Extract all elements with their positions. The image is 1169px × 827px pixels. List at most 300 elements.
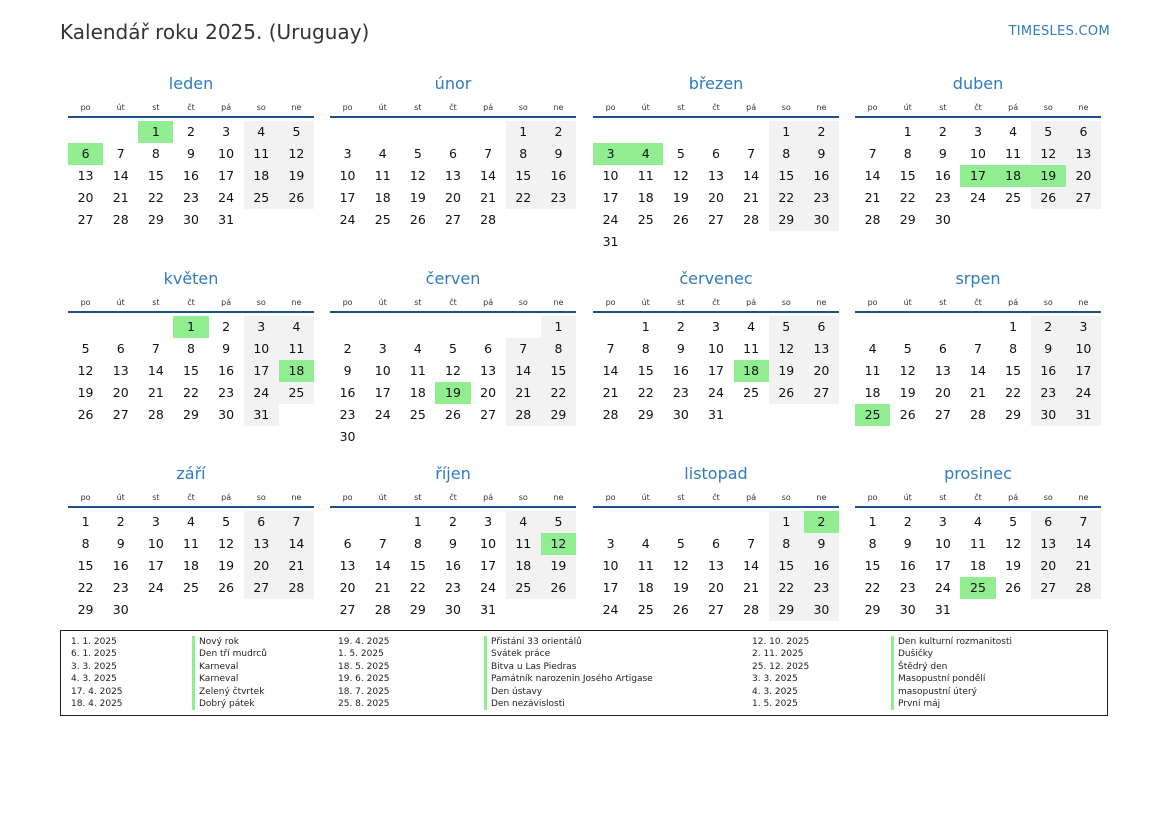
weekday-label: ne bbox=[816, 103, 827, 112]
weekday-header bbox=[855, 99, 1101, 118]
day-cell: 9 bbox=[343, 363, 352, 378]
day-cell: 3 bbox=[378, 341, 387, 356]
day-cell: 22 bbox=[899, 190, 916, 205]
day-cell-empty bbox=[925, 316, 960, 338]
week-row bbox=[68, 555, 314, 577]
day-cell: 27 bbox=[339, 602, 356, 617]
weekday-label: ne bbox=[816, 298, 827, 307]
weekday-label: po bbox=[342, 298, 353, 307]
day-cell-weekend: 30 bbox=[804, 599, 839, 621]
day-cell-weekend: 22 bbox=[506, 187, 541, 209]
day-cell: 30 bbox=[112, 602, 129, 617]
day-cell: 8 bbox=[868, 536, 877, 551]
day-cell: 6 bbox=[712, 146, 720, 161]
week-row bbox=[68, 533, 314, 555]
week-row bbox=[855, 382, 1101, 404]
week-row bbox=[855, 599, 1101, 621]
weekday-label: út bbox=[378, 298, 387, 307]
week-row bbox=[593, 143, 839, 165]
day-cell: 21 bbox=[743, 190, 760, 205]
day-cell: 18 bbox=[864, 385, 881, 400]
day-cell: 31 bbox=[480, 602, 497, 617]
day-cell-empty bbox=[1031, 209, 1066, 231]
day-cell: 3 bbox=[712, 319, 720, 334]
day-cell-weekend: 6 bbox=[1066, 121, 1101, 143]
day-cell: 17 bbox=[708, 363, 724, 378]
day-cell: 26 bbox=[672, 212, 689, 227]
weekday-label: st bbox=[152, 298, 160, 307]
legend-holiday-name: Bitva u Las Piedras bbox=[484, 661, 576, 673]
weekday-label: čt bbox=[187, 493, 195, 502]
day-cell-weekend: 12 bbox=[279, 143, 314, 165]
day-cell: 24 bbox=[934, 580, 951, 595]
month-10 bbox=[330, 462, 576, 621]
day-cell-weekend: 26 bbox=[1031, 187, 1066, 209]
week-row bbox=[68, 382, 314, 404]
holiday-legend bbox=[60, 630, 1108, 716]
day-cell: 8 bbox=[413, 536, 422, 551]
weekday-label: út bbox=[116, 298, 125, 307]
day-cell: 6 bbox=[484, 341, 493, 356]
day-cell-weekend: 21 bbox=[506, 382, 541, 404]
day-cell: 12 bbox=[672, 168, 689, 183]
weekday-label: st bbox=[939, 493, 947, 502]
day-cell-empty bbox=[960, 209, 995, 231]
day-cell: 10 bbox=[602, 558, 619, 573]
day-cell: 20 bbox=[445, 190, 461, 205]
day-cell-weekend: 28 bbox=[279, 577, 314, 599]
day-cell-empty bbox=[769, 404, 804, 426]
week-row bbox=[330, 209, 576, 231]
weekday-label: ne bbox=[291, 103, 302, 112]
weekday-label: so bbox=[518, 493, 528, 502]
legend-date: 17. 4. 2025 bbox=[71, 686, 123, 697]
month-name: červenec bbox=[679, 269, 753, 288]
day-cell: 4 bbox=[974, 514, 982, 529]
day-cell: 13 bbox=[77, 168, 94, 183]
day-cell-weekend: 29 bbox=[769, 599, 804, 621]
day-cell: 21 bbox=[743, 580, 760, 595]
week-row bbox=[593, 382, 839, 404]
day-cell: 2 bbox=[116, 514, 125, 529]
day-cell-weekend: 6 bbox=[804, 316, 839, 338]
day-cell-weekend: 26 bbox=[769, 382, 804, 404]
week-row bbox=[330, 121, 576, 143]
day-cell: 3 bbox=[484, 514, 493, 529]
day-cell-weekend: 30 bbox=[1031, 404, 1066, 426]
day-cell: 27 bbox=[480, 407, 497, 422]
day-cell: 17 bbox=[339, 190, 356, 205]
day-cell: 15 bbox=[637, 363, 654, 378]
day-cell-empty bbox=[330, 511, 365, 533]
day-cell-weekend: 7 bbox=[279, 511, 314, 533]
day-cell-weekend: 19 bbox=[769, 360, 804, 382]
weekday-label: út bbox=[641, 493, 650, 502]
day-cell: 13 bbox=[339, 558, 356, 573]
day-cell-empty bbox=[68, 316, 103, 338]
weekday-label: so bbox=[256, 103, 266, 112]
day-cell-empty bbox=[330, 316, 365, 338]
day-cell-weekend: 19 bbox=[541, 555, 576, 577]
day-cell: 17 bbox=[602, 190, 619, 205]
day-cell: 16 bbox=[672, 363, 689, 378]
day-cell-weekend: 8 bbox=[769, 533, 804, 555]
month-2 bbox=[330, 72, 576, 231]
day-cell-weekend: 27 bbox=[1031, 577, 1066, 599]
weekday-label: st bbox=[414, 298, 422, 307]
day-cell: 10 bbox=[934, 536, 951, 551]
month-9 bbox=[68, 462, 314, 621]
week-row bbox=[855, 165, 1101, 187]
day-cell-weekend: 3 bbox=[244, 316, 279, 338]
day-cell-empty bbox=[365, 121, 400, 143]
day-cell: 7 bbox=[747, 536, 756, 551]
week-row bbox=[593, 360, 839, 382]
day-cell-weekend: 1 bbox=[506, 121, 541, 143]
day-cell-weekend: 4 bbox=[506, 511, 541, 533]
weekday-label: so bbox=[1043, 103, 1053, 112]
day-cell: 3 bbox=[343, 146, 352, 161]
day-cell-empty bbox=[593, 511, 628, 533]
weekday-label: út bbox=[378, 103, 387, 112]
day-cell: 30 bbox=[339, 429, 356, 444]
week-row bbox=[330, 316, 576, 338]
weekday-label: čt bbox=[449, 103, 457, 112]
weekday-label: čt bbox=[187, 298, 195, 307]
day-cell: 29 bbox=[183, 407, 199, 422]
day-cell-weekend: 29 bbox=[769, 209, 804, 231]
day-cell: 28 bbox=[147, 407, 164, 422]
day-cell-empty bbox=[138, 599, 173, 621]
day-cell: 13 bbox=[112, 363, 129, 378]
day-cell: 2 bbox=[343, 341, 352, 356]
day-cell: 5 bbox=[222, 514, 231, 529]
day-cell: 29 bbox=[899, 212, 916, 227]
day-cell-empty bbox=[1066, 209, 1101, 231]
day-cell: 12 bbox=[77, 363, 94, 378]
weekday-label: so bbox=[781, 298, 791, 307]
weekday-label: pá bbox=[221, 103, 232, 112]
legend-holiday-name: Karneval bbox=[192, 661, 238, 673]
day-cell-empty bbox=[734, 404, 769, 426]
legend-holiday-name: Zelený čtvrtek bbox=[192, 686, 264, 698]
day-cell-holiday: 18 bbox=[996, 165, 1031, 187]
day-cell-weekend: 30 bbox=[804, 209, 839, 231]
weekday-label: čt bbox=[187, 103, 195, 112]
legend-date: 19. 4. 2025 bbox=[338, 637, 390, 647]
day-cell: 21 bbox=[374, 580, 391, 595]
day-cell-weekend: 16 bbox=[541, 165, 576, 187]
day-cell-weekend: 6 bbox=[1031, 511, 1066, 533]
day-cell-empty bbox=[365, 511, 400, 533]
day-cell-empty bbox=[855, 121, 890, 143]
day-cell: 23 bbox=[672, 385, 689, 400]
day-cell: 18 bbox=[637, 190, 654, 205]
weekday-label: ne bbox=[816, 493, 827, 502]
day-cell: 10 bbox=[147, 536, 164, 551]
day-cell: 29 bbox=[864, 602, 881, 617]
weekday-label: čt bbox=[449, 493, 457, 502]
weekday-label: pá bbox=[221, 493, 232, 502]
day-cell: 2 bbox=[222, 319, 231, 334]
week-row bbox=[855, 143, 1101, 165]
day-cell: 4 bbox=[747, 319, 756, 334]
day-cell: 24 bbox=[708, 385, 724, 400]
day-cell: 17 bbox=[147, 558, 164, 573]
weekday-label: po bbox=[605, 298, 616, 307]
day-cell: 17 bbox=[218, 168, 235, 183]
week-row bbox=[855, 511, 1101, 533]
month-name: březen bbox=[688, 74, 744, 93]
week-row bbox=[593, 555, 839, 577]
day-cell-empty bbox=[663, 121, 698, 143]
day-cell-weekend: 5 bbox=[769, 316, 804, 338]
day-cell-empty bbox=[734, 511, 769, 533]
day-cell: 27 bbox=[934, 407, 951, 422]
week-row bbox=[68, 511, 314, 533]
day-cell: 22 bbox=[1005, 385, 1022, 400]
day-cell: 4 bbox=[378, 146, 387, 161]
day-cell: 2 bbox=[676, 319, 685, 334]
day-cell-empty bbox=[435, 121, 470, 143]
week-row bbox=[68, 209, 314, 231]
weekday-header bbox=[855, 294, 1101, 313]
day-cell: 24 bbox=[602, 212, 619, 227]
weekday-header bbox=[330, 294, 576, 313]
weekday-label: ne bbox=[553, 298, 564, 307]
day-cell: 14 bbox=[864, 168, 881, 183]
month-name: únor bbox=[434, 74, 472, 93]
day-cell: 25 bbox=[743, 385, 760, 400]
day-cell: 21 bbox=[480, 190, 497, 205]
day-cell-empty bbox=[506, 316, 541, 338]
day-cell-weekend: 13 bbox=[804, 338, 839, 360]
day-cell-weekend: 18 bbox=[506, 555, 541, 577]
weekday-header bbox=[855, 489, 1101, 508]
day-cell-weekend: 15 bbox=[769, 165, 804, 187]
legend-date: 3. 3. 2025 bbox=[71, 661, 117, 672]
day-cell: 16 bbox=[183, 168, 199, 183]
day-cell: 22 bbox=[864, 580, 881, 595]
weekday-label: ne bbox=[1078, 493, 1089, 502]
day-cell: 7 bbox=[974, 341, 982, 356]
day-cell-weekend: 13 bbox=[1066, 143, 1101, 165]
day-cell: 22 bbox=[409, 580, 426, 595]
weekday-label: ne bbox=[553, 103, 564, 112]
weekday-label: ne bbox=[1078, 298, 1089, 307]
day-cell: 23 bbox=[112, 580, 129, 595]
day-cell-empty bbox=[244, 209, 279, 231]
day-cell: 26 bbox=[218, 580, 235, 595]
day-cell: 23 bbox=[445, 580, 461, 595]
weekday-label: so bbox=[781, 103, 791, 112]
day-cell: 27 bbox=[77, 212, 94, 227]
day-cell: 25 bbox=[637, 212, 654, 227]
day-cell-empty bbox=[996, 209, 1031, 231]
day-cell-weekend: 25 bbox=[279, 382, 314, 404]
week-row bbox=[593, 511, 839, 533]
week-row bbox=[68, 404, 314, 426]
day-cell-weekend: 8 bbox=[541, 338, 576, 360]
weekday-label: čt bbox=[974, 493, 982, 502]
day-cell-weekend: 29 bbox=[541, 404, 576, 426]
day-cell-weekend: 5 bbox=[541, 511, 576, 533]
day-cell: 24 bbox=[480, 580, 497, 595]
day-cell: 16 bbox=[899, 558, 916, 573]
day-cell-weekend: 8 bbox=[769, 143, 804, 165]
week-row bbox=[68, 577, 314, 599]
day-cell-weekend: 5 bbox=[1031, 121, 1066, 143]
day-cell-holiday: 3 bbox=[593, 143, 628, 165]
day-cell: 12 bbox=[409, 168, 426, 183]
day-cell: 14 bbox=[743, 168, 760, 183]
week-row bbox=[593, 338, 839, 360]
day-cell: 10 bbox=[708, 341, 724, 356]
brand-link[interactable]: TIMESLES.COM bbox=[1008, 24, 1110, 39]
day-cell: 31 bbox=[218, 212, 235, 227]
day-cell-weekend: 15 bbox=[506, 165, 541, 187]
weekday-label: st bbox=[677, 493, 685, 502]
day-cell-weekend: 9 bbox=[804, 143, 839, 165]
week-row bbox=[593, 209, 839, 231]
day-cell: 20 bbox=[112, 385, 129, 400]
weekday-label: st bbox=[414, 493, 422, 502]
day-cell-empty bbox=[279, 599, 314, 621]
day-cell: 28 bbox=[112, 212, 129, 227]
weekday-label: čt bbox=[712, 298, 720, 307]
weekday-header bbox=[593, 99, 839, 118]
month-3 bbox=[593, 72, 839, 253]
legend-date: 18. 4. 2025 bbox=[71, 699, 123, 709]
day-cell: 6 bbox=[116, 341, 125, 356]
day-cell: 15 bbox=[147, 168, 164, 183]
day-cell: 25 bbox=[374, 212, 391, 227]
page-title: Kalendář roku 2025. (Uruguay) bbox=[60, 20, 370, 44]
month-name: listopad bbox=[684, 464, 748, 483]
weekday-label: út bbox=[116, 493, 125, 502]
weekday-label: ne bbox=[291, 493, 302, 502]
day-cell: 29 bbox=[1005, 407, 1022, 422]
day-cell-weekend: 13 bbox=[1031, 533, 1066, 555]
day-cell-weekend: 11 bbox=[506, 533, 541, 555]
day-cell: 26 bbox=[899, 407, 916, 422]
weekday-label: pá bbox=[221, 298, 232, 307]
month-name: duben bbox=[952, 74, 1004, 93]
weekday-label: po bbox=[342, 103, 353, 112]
day-cell: 8 bbox=[187, 341, 195, 356]
week-row bbox=[855, 533, 1101, 555]
week-row bbox=[855, 121, 1101, 143]
day-cell-weekend: 3 bbox=[1066, 316, 1101, 338]
day-cell: 1 bbox=[81, 514, 90, 529]
weekday-label: so bbox=[1043, 298, 1053, 307]
day-cell: 24 bbox=[602, 602, 619, 617]
day-cell: 7 bbox=[606, 341, 615, 356]
week-row bbox=[330, 382, 576, 404]
weekday-label: po bbox=[605, 103, 616, 112]
day-cell: 3 bbox=[151, 514, 160, 529]
month-name: říjen bbox=[435, 464, 471, 483]
day-cell: 13 bbox=[708, 558, 724, 573]
month-7 bbox=[593, 267, 839, 426]
day-cell-empty bbox=[663, 231, 698, 253]
day-cell: 16 bbox=[339, 385, 356, 400]
day-cell-weekend: 2 bbox=[1031, 316, 1066, 338]
legend-holiday-name: Masopustní pondělí bbox=[891, 673, 985, 685]
day-cell: 1 bbox=[868, 514, 877, 529]
legend-date: 19. 6. 2025 bbox=[338, 674, 390, 685]
day-cell: 14 bbox=[374, 558, 391, 573]
day-cell: 11 bbox=[409, 363, 426, 378]
day-cell-weekend: 22 bbox=[769, 187, 804, 209]
day-cell: 26 bbox=[77, 407, 94, 422]
day-cell: 8 bbox=[151, 146, 160, 161]
weekday-label: so bbox=[256, 298, 266, 307]
week-row bbox=[68, 360, 314, 382]
day-cell-empty bbox=[506, 426, 541, 448]
weekday-label: čt bbox=[449, 298, 457, 307]
day-cell: 17 bbox=[934, 558, 951, 573]
week-row bbox=[593, 165, 839, 187]
month-12 bbox=[855, 462, 1101, 621]
day-cell: 29 bbox=[147, 212, 164, 227]
day-cell-empty bbox=[890, 316, 925, 338]
day-cell-weekend: 16 bbox=[804, 165, 839, 187]
day-cell-holiday: 18 bbox=[734, 360, 769, 382]
day-cell-weekend: 21 bbox=[1066, 555, 1101, 577]
day-cell: 25 bbox=[409, 407, 426, 422]
day-cell-weekend: 1 bbox=[541, 316, 576, 338]
day-cell-weekend: 14 bbox=[506, 360, 541, 382]
day-cell-empty bbox=[734, 121, 769, 143]
day-cell-empty bbox=[506, 209, 541, 231]
day-cell: 3 bbox=[938, 514, 947, 529]
legend-holiday-name: Karneval bbox=[192, 673, 238, 685]
day-cell-weekend: 25 bbox=[506, 577, 541, 599]
day-cell: 13 bbox=[480, 363, 497, 378]
day-cell-weekend: 4 bbox=[244, 121, 279, 143]
day-cell: 22 bbox=[183, 385, 199, 400]
day-cell: 4 bbox=[1009, 124, 1018, 139]
day-cell-empty bbox=[855, 316, 890, 338]
day-cell: 15 bbox=[864, 558, 881, 573]
week-row bbox=[68, 599, 314, 621]
day-cell: 31 bbox=[602, 234, 619, 249]
legend-date: 6. 1. 2025 bbox=[71, 649, 117, 660]
day-cell-empty bbox=[506, 599, 541, 621]
legend-holiday-name: Dušičky bbox=[891, 648, 933, 660]
day-cell: 3 bbox=[222, 124, 231, 139]
weekday-label: st bbox=[152, 493, 160, 502]
week-row bbox=[855, 187, 1101, 209]
day-cell-weekend: 28 bbox=[1066, 577, 1101, 599]
weekday-label: po bbox=[80, 103, 91, 112]
day-cell-empty bbox=[279, 209, 314, 231]
day-cell-empty bbox=[541, 426, 576, 448]
day-cell-empty bbox=[593, 121, 628, 143]
day-cell: 3 bbox=[606, 536, 615, 551]
day-cell-weekend: 11 bbox=[279, 338, 314, 360]
weekday-label: út bbox=[903, 493, 912, 502]
day-cell-empty bbox=[471, 121, 506, 143]
day-cell: 22 bbox=[77, 580, 94, 595]
day-cell: 21 bbox=[112, 190, 129, 205]
day-cell: 12 bbox=[218, 536, 235, 551]
weekday-header bbox=[593, 294, 839, 313]
day-cell-empty bbox=[138, 316, 173, 338]
day-cell-empty bbox=[209, 599, 244, 621]
day-cell: 7 bbox=[747, 146, 756, 161]
